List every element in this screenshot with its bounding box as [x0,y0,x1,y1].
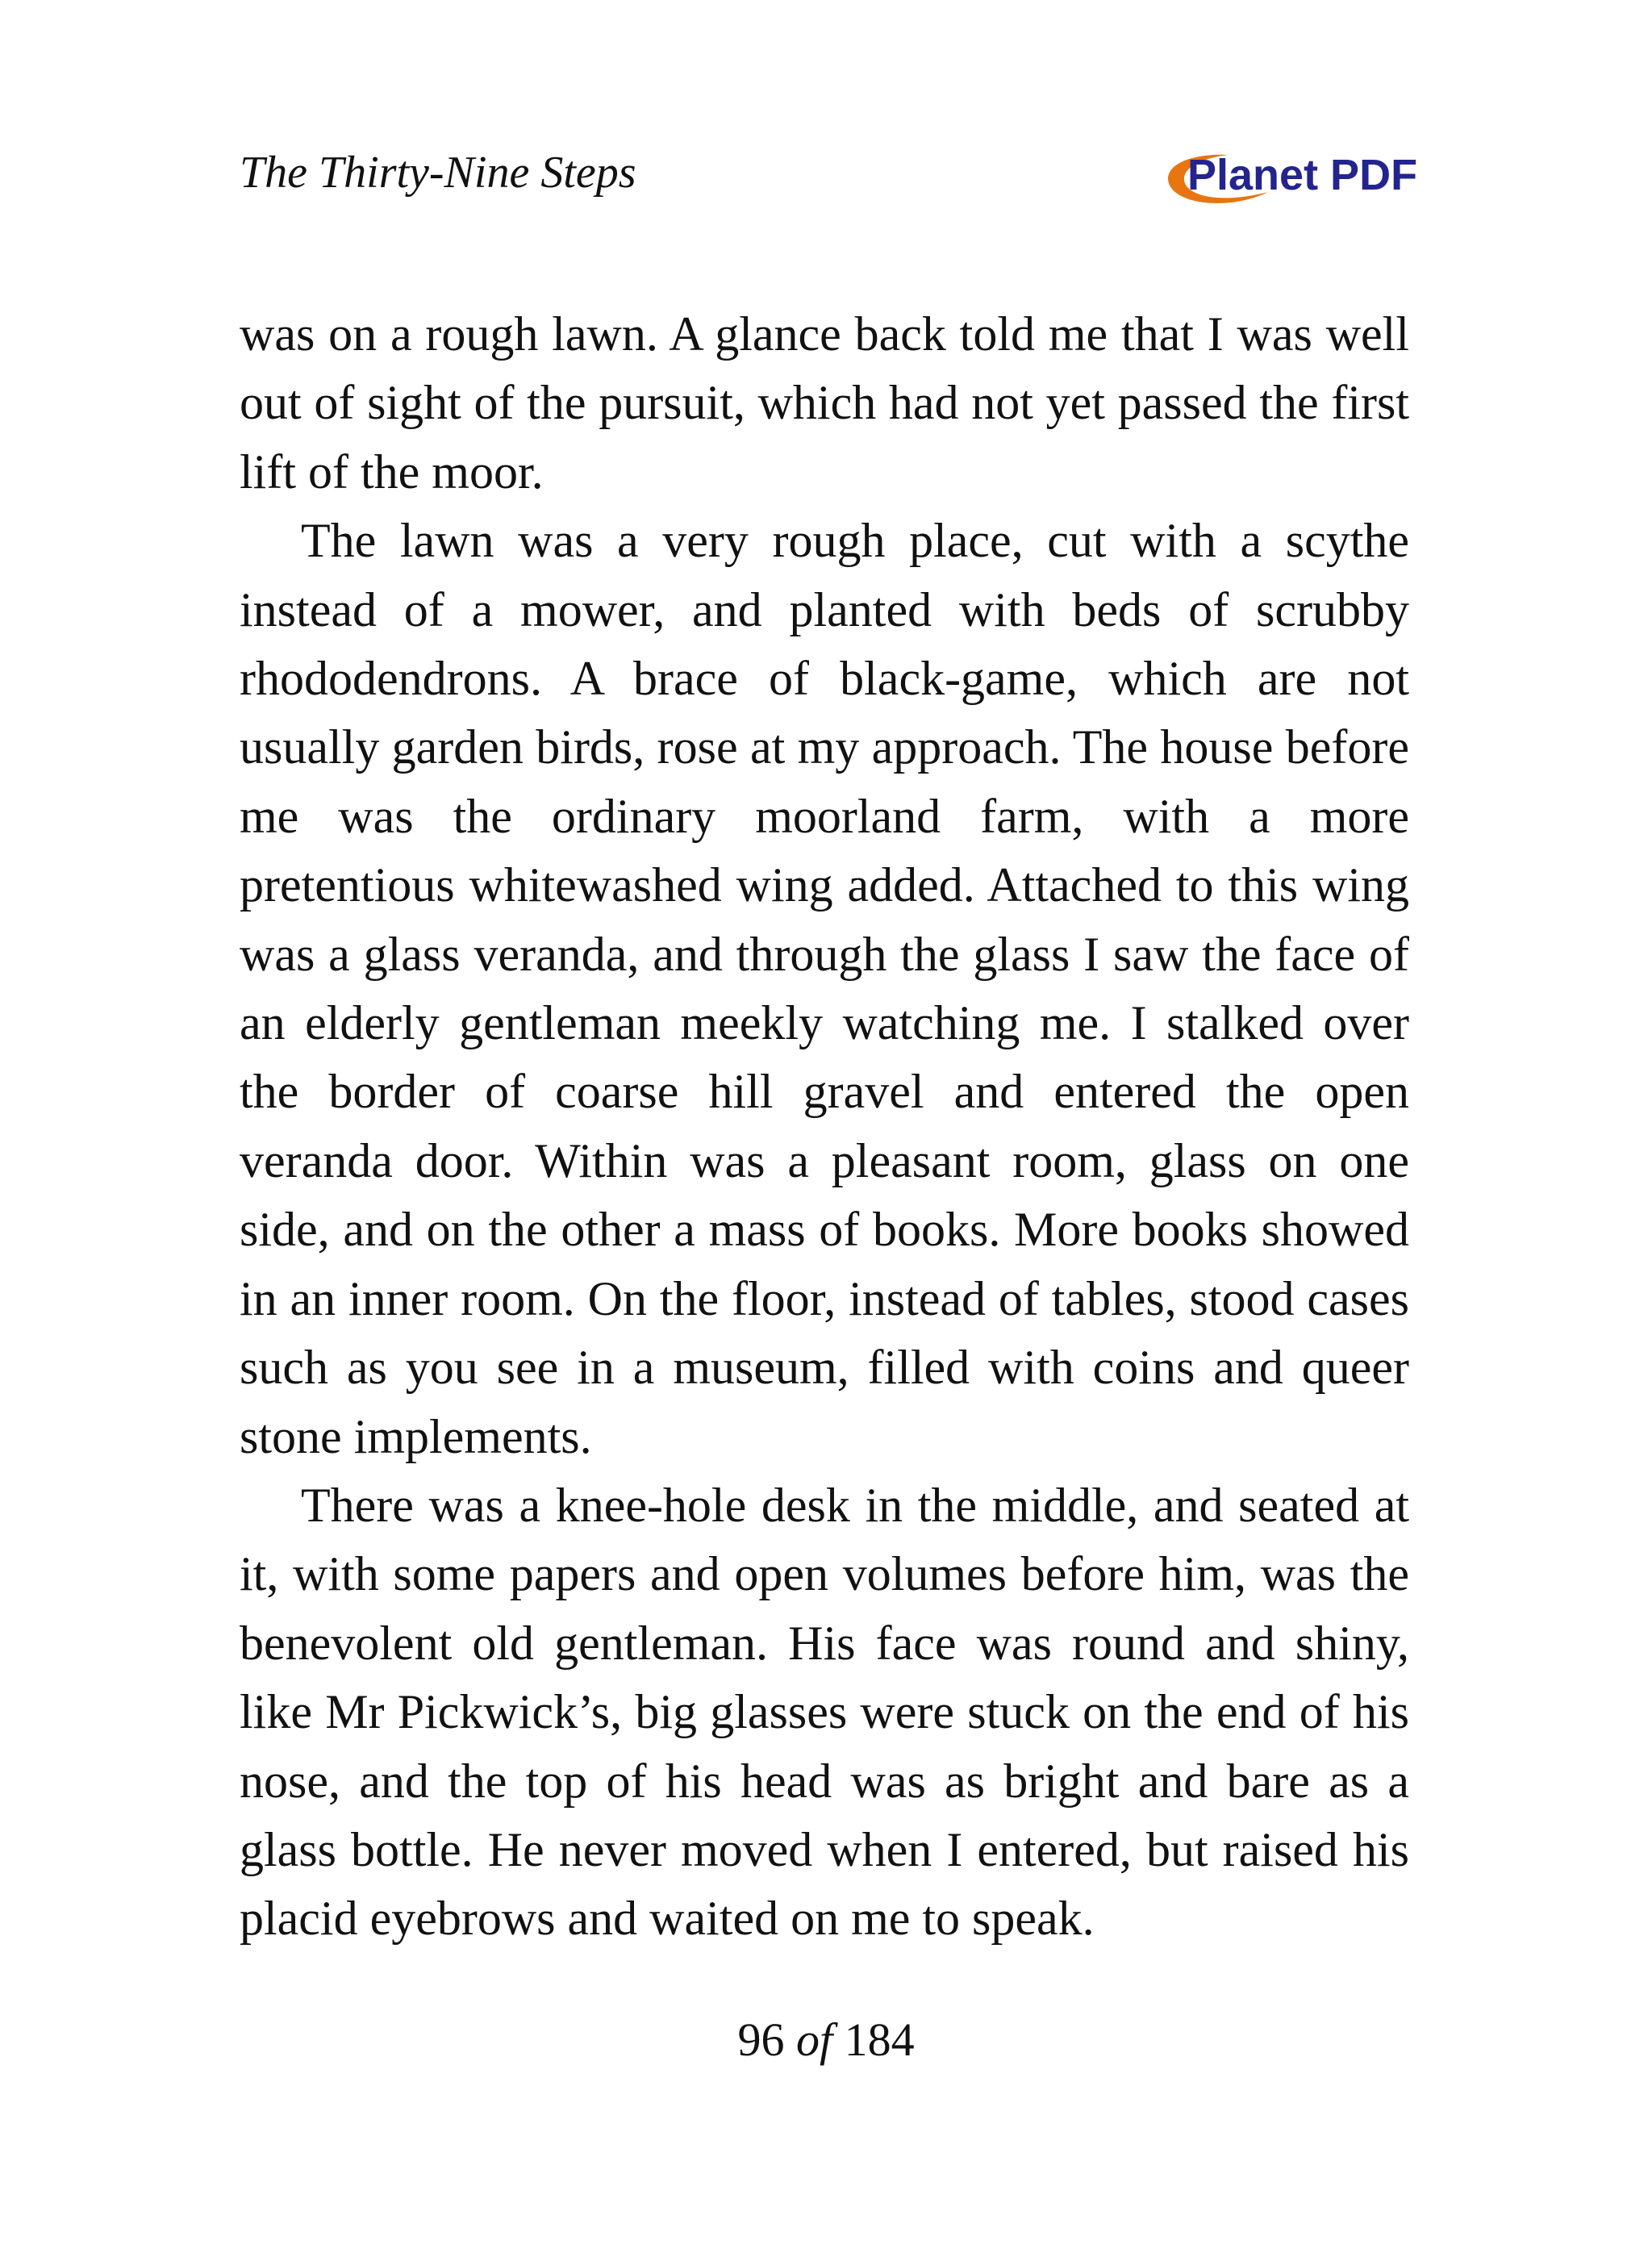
paragraph-2: The lawn was a very rough place, cut with a scythe instead of a mower, and planted with beds of scrubby rhododendrons. A brace of black-game, which are not usually garden birds, rose at my approach. The house before me was the ordinary moorland farm, with a more pretentious whitewashed wing added. Attached to this wing was a glass veranda, and through the glass I saw the face of an elderly gentleman meekly watching me. I stalked over the border of coarse hill gravel and entered the open veranda door. Within was a pleasant room, glass on one side, and on the other a mass of books. More books showed in an inner room. On the floor, instead of tables, stood cases such as you see in a museum, filled with coins and queer stone implements. [240,514,1409,1463]
paragraph-3: There was a knee-hole desk in the middle, and seated at it, with some papers and open volumes before him, was the benevolent old gentleman. His face was round and shiny, like Mr Pickwick’s, big glasses were stuck on the end of his nose, and the top of his head was as bright and bare as a glass bottle. He never moved when I entered, but raised his placid eyebrows and waited on me to speak. [240,1478,1409,1946]
page-body [240,300,1409,1954]
running-header-title: The Thirty-Nine Steps [240,148,636,198]
paragraph-1: was on a rough lawn. A glance back told me that I was well out of sight of the pursuit, which had not yet passed the first lift of the moor. [240,307,1409,499]
total-page-count: 184 [844,2013,915,2066]
current-page-number: 96 [737,2013,785,2066]
planet-pdf-logo [1166,145,1418,211]
page-of-label: of [795,2013,833,2066]
page-number [0,2013,1652,2066]
planet-pdf-logo-text: Planet PDF [1187,151,1418,199]
